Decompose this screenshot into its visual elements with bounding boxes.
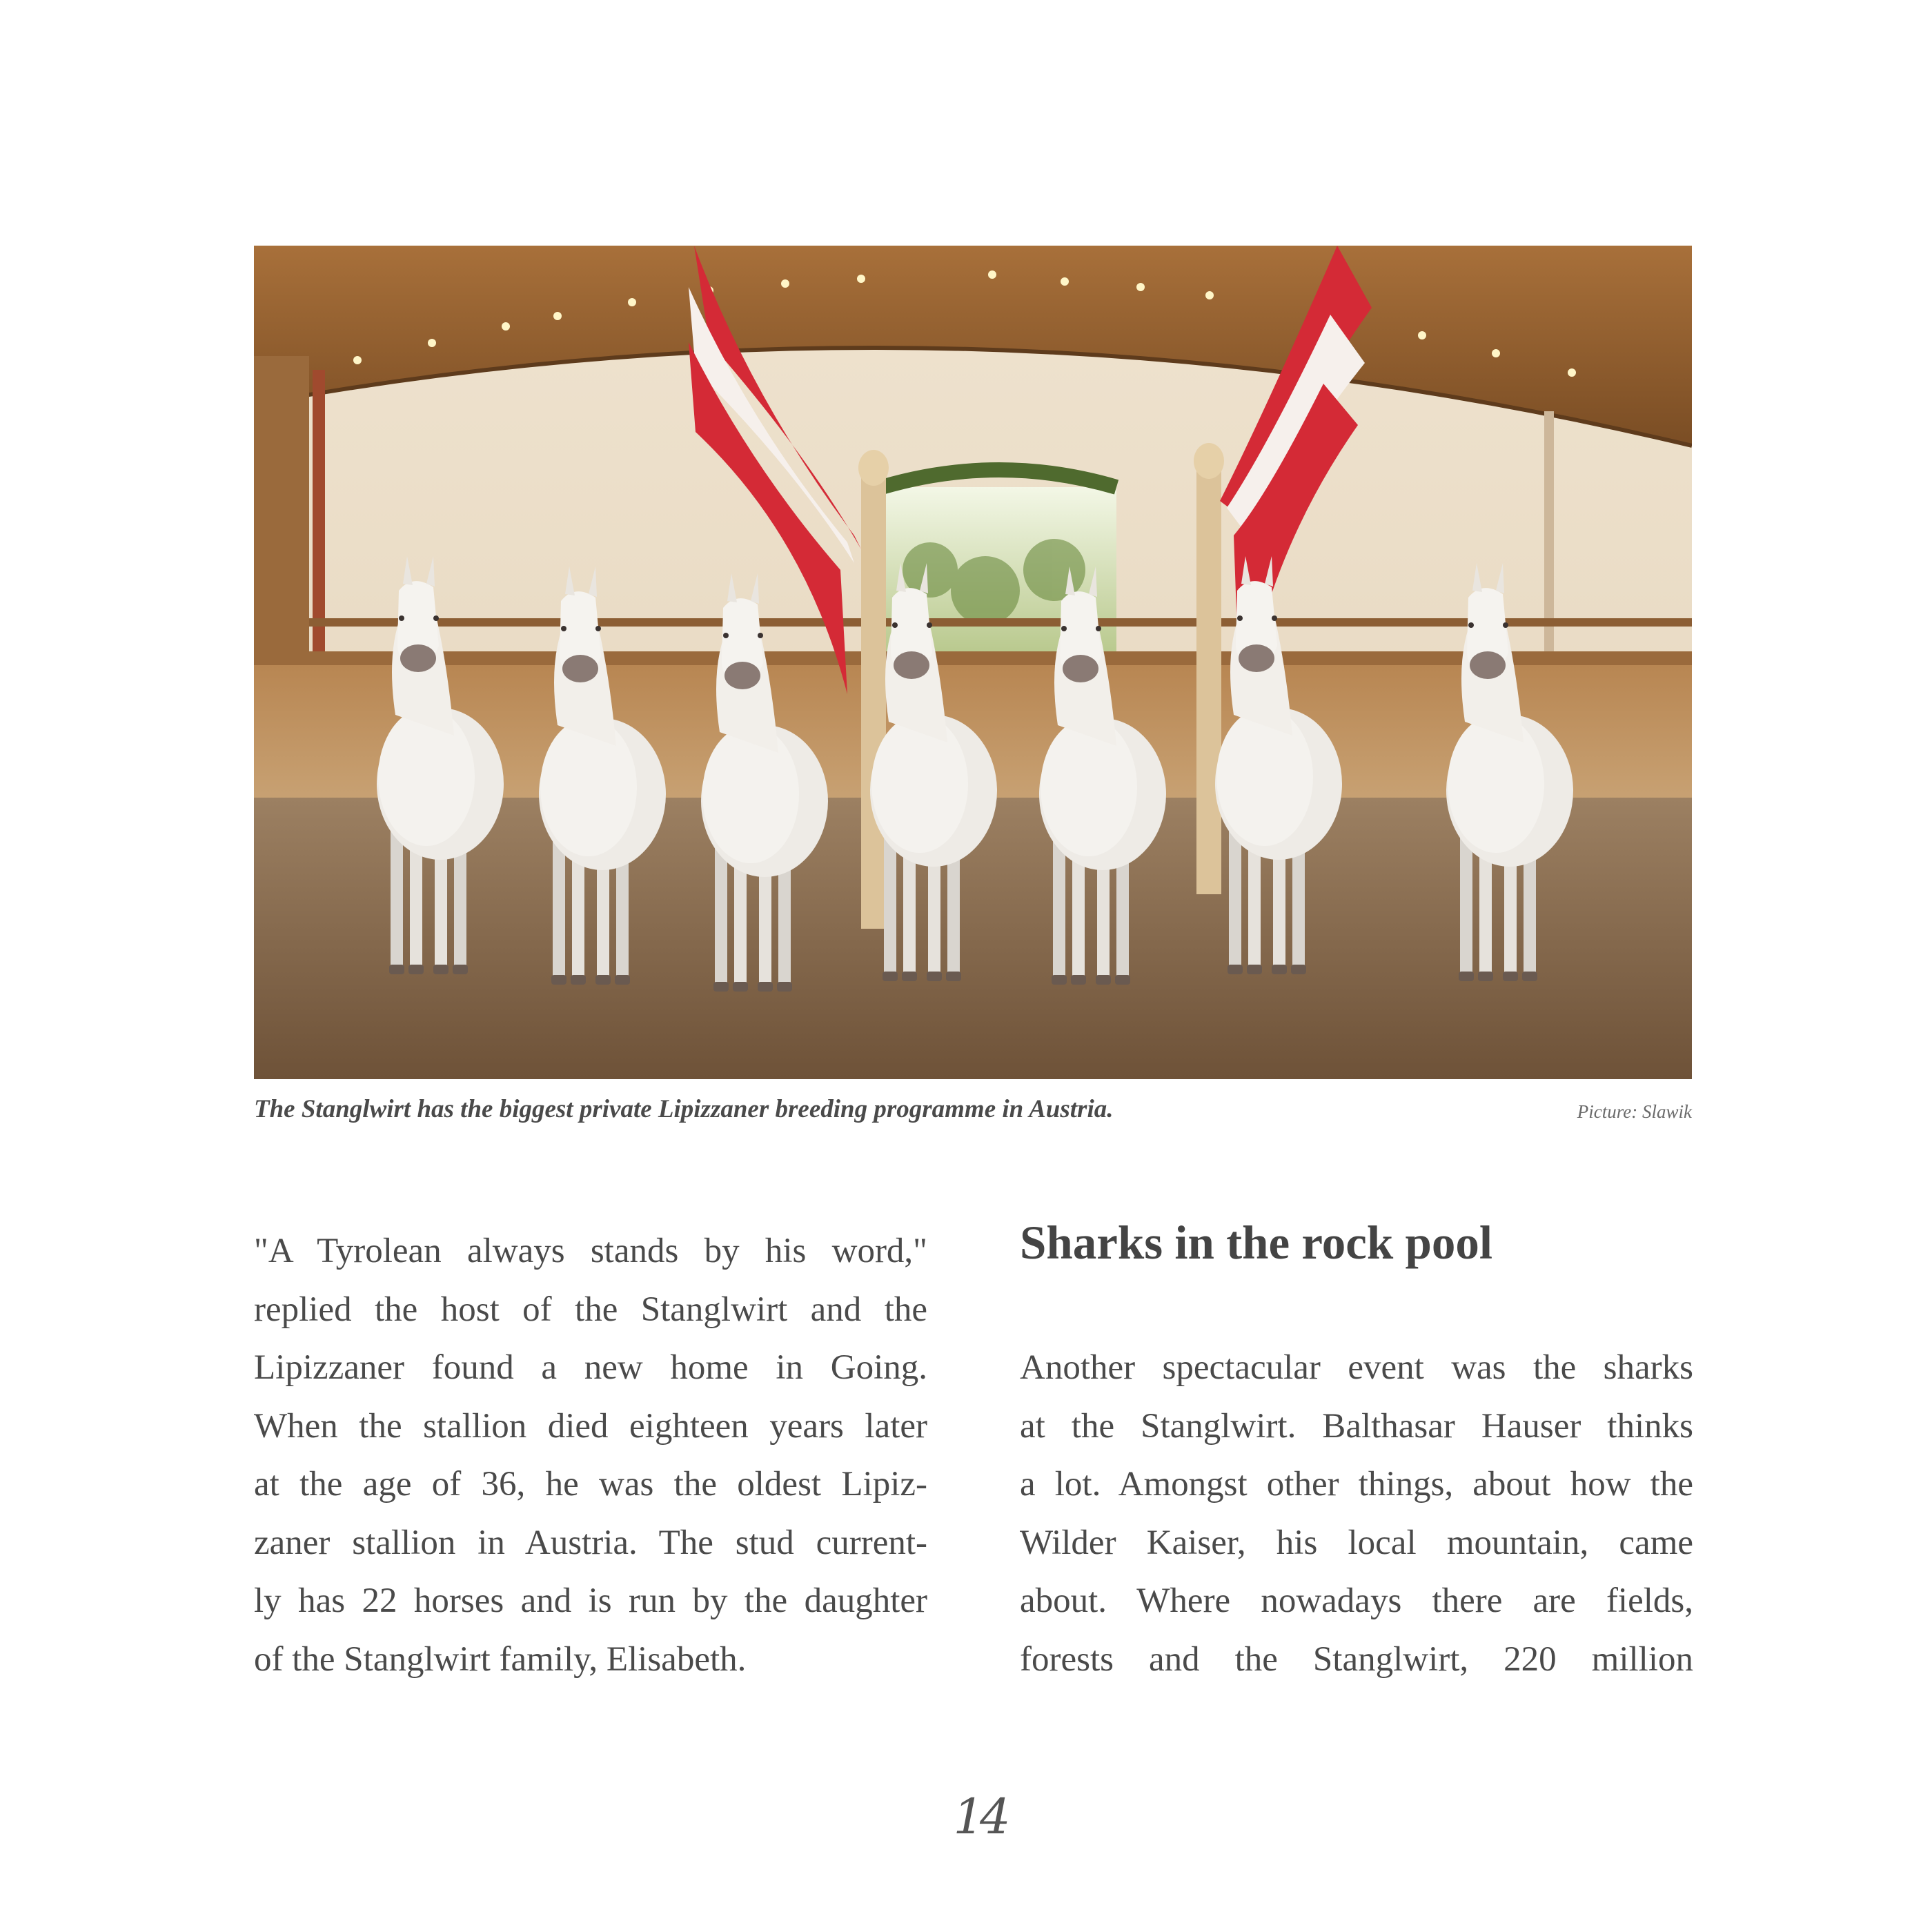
text-line: a lot. Amongst other things, about how the: [1020, 1465, 1693, 1504]
text-line: When the stallion died eighteen years later: [254, 1406, 927, 1446]
horses-photo: [254, 246, 1692, 1079]
left-column-text: [254, 1222, 927, 1688]
photo-caption: The Stanglwirt has the biggest private Lipizzaner breeding programme in Austria.: [254, 1095, 1114, 1123]
page-number: 14: [953, 1788, 1007, 1845]
text-line: at the age of 36, he was the oldest Lipiz-: [254, 1465, 927, 1504]
photo-credit: Picture: Slawik: [1577, 1101, 1692, 1122]
text-line: at the Stanglwirt. Balthasar Hauser thinks: [1020, 1406, 1693, 1446]
text-line: "A Tyrolean always stands by his word,": [254, 1232, 927, 1270]
text-line: zaner stallion in Austria. The stud current-: [254, 1523, 927, 1562]
text-line: Lipizzaner found a new home in Going.: [254, 1348, 927, 1387]
text-line: forests and the Stanglwirt, 220 million: [1020, 1639, 1693, 1679]
text-line: about. Where nowadays there are fields,: [1020, 1581, 1693, 1620]
section-heading: Sharks in the rock pool: [1020, 1216, 1493, 1269]
text-line: ly has 22 horses and is run by the daughter: [254, 1581, 927, 1620]
text-line: of the Stanglwirt family, Elisabeth.: [254, 1639, 747, 1679]
text-line: Wilder Kaiser, his local mountain, came: [1020, 1523, 1693, 1562]
text-line: Another spectacular event was the sharks: [1020, 1348, 1693, 1387]
right-column-text: [1020, 1339, 1693, 1688]
text-line: replied the host of the Stanglwirt and the: [254, 1290, 927, 1329]
